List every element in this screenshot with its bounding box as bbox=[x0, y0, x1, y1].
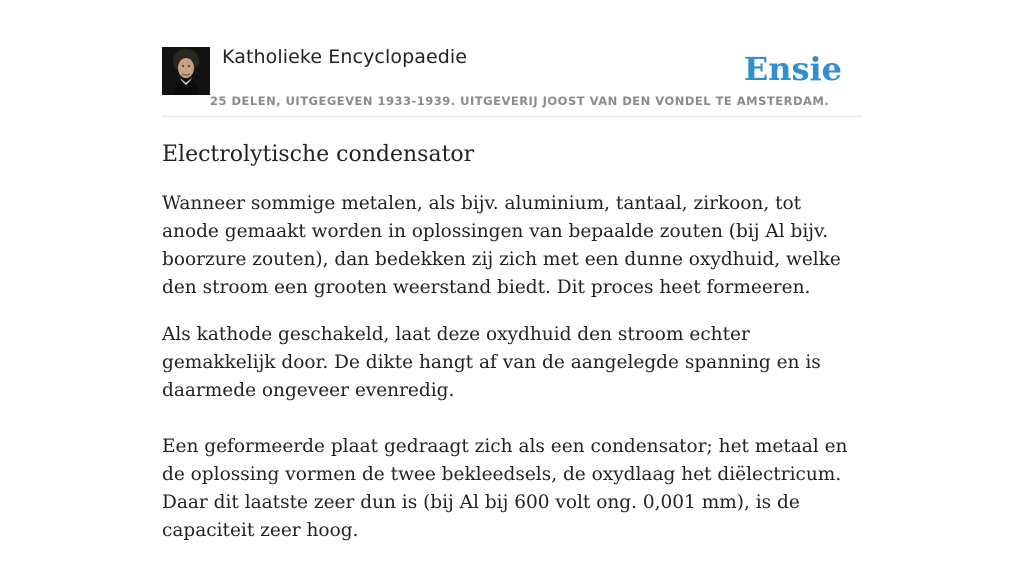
article-paragraph: Een geformeerde plaat gedraagt zich als een condensator; het metaal en de oplossing vormen de twee bekleedsels, de oxydlaag het diëlectricum. Daar dit laatste zeer dun is (bij Al bij 600 volt ong. 0,001 mm), is de capaciteit zeer hoog. bbox=[162, 436, 848, 541]
article-paragraph: Als kathode geschakeld, laat deze oxydhuid den stroom echter gemakkelijk door. De dikte hangt af van de aangelegde spanning en is daarmede ongeveer evenredig. bbox=[162, 324, 821, 401]
publication-title[interactable]: Katholieke Encyclopaedie bbox=[222, 46, 468, 68]
publication-header bbox=[162, 44, 862, 117]
article bbox=[162, 140, 862, 564]
publication-avatar[interactable] bbox=[162, 47, 210, 95]
paragraph-spacer bbox=[162, 405, 862, 433]
publication-meta: 25 DELEN, UITGEGEVEN 1933-1939. UITGEVERIJ JOOST VAN DEN VONDEL TE AMSTERDAM. bbox=[210, 94, 830, 108]
brand-logo[interactable]: Ensie bbox=[743, 50, 842, 88]
article-paragraph: Wanneer sommige metalen, als bijv. aluminium, tantaal, zirkoon, tot anode gemaakt worden in oplossingen van bepaalde zouten (bij Al bijv. boorzure zouten), dan bedekken zij zich met een dunne oxydhuid, welke den stroom een grooten weerstand biedt. Dit proces heet formeeren. bbox=[162, 193, 841, 298]
article-title: Electrolytische condensator bbox=[162, 142, 475, 167]
